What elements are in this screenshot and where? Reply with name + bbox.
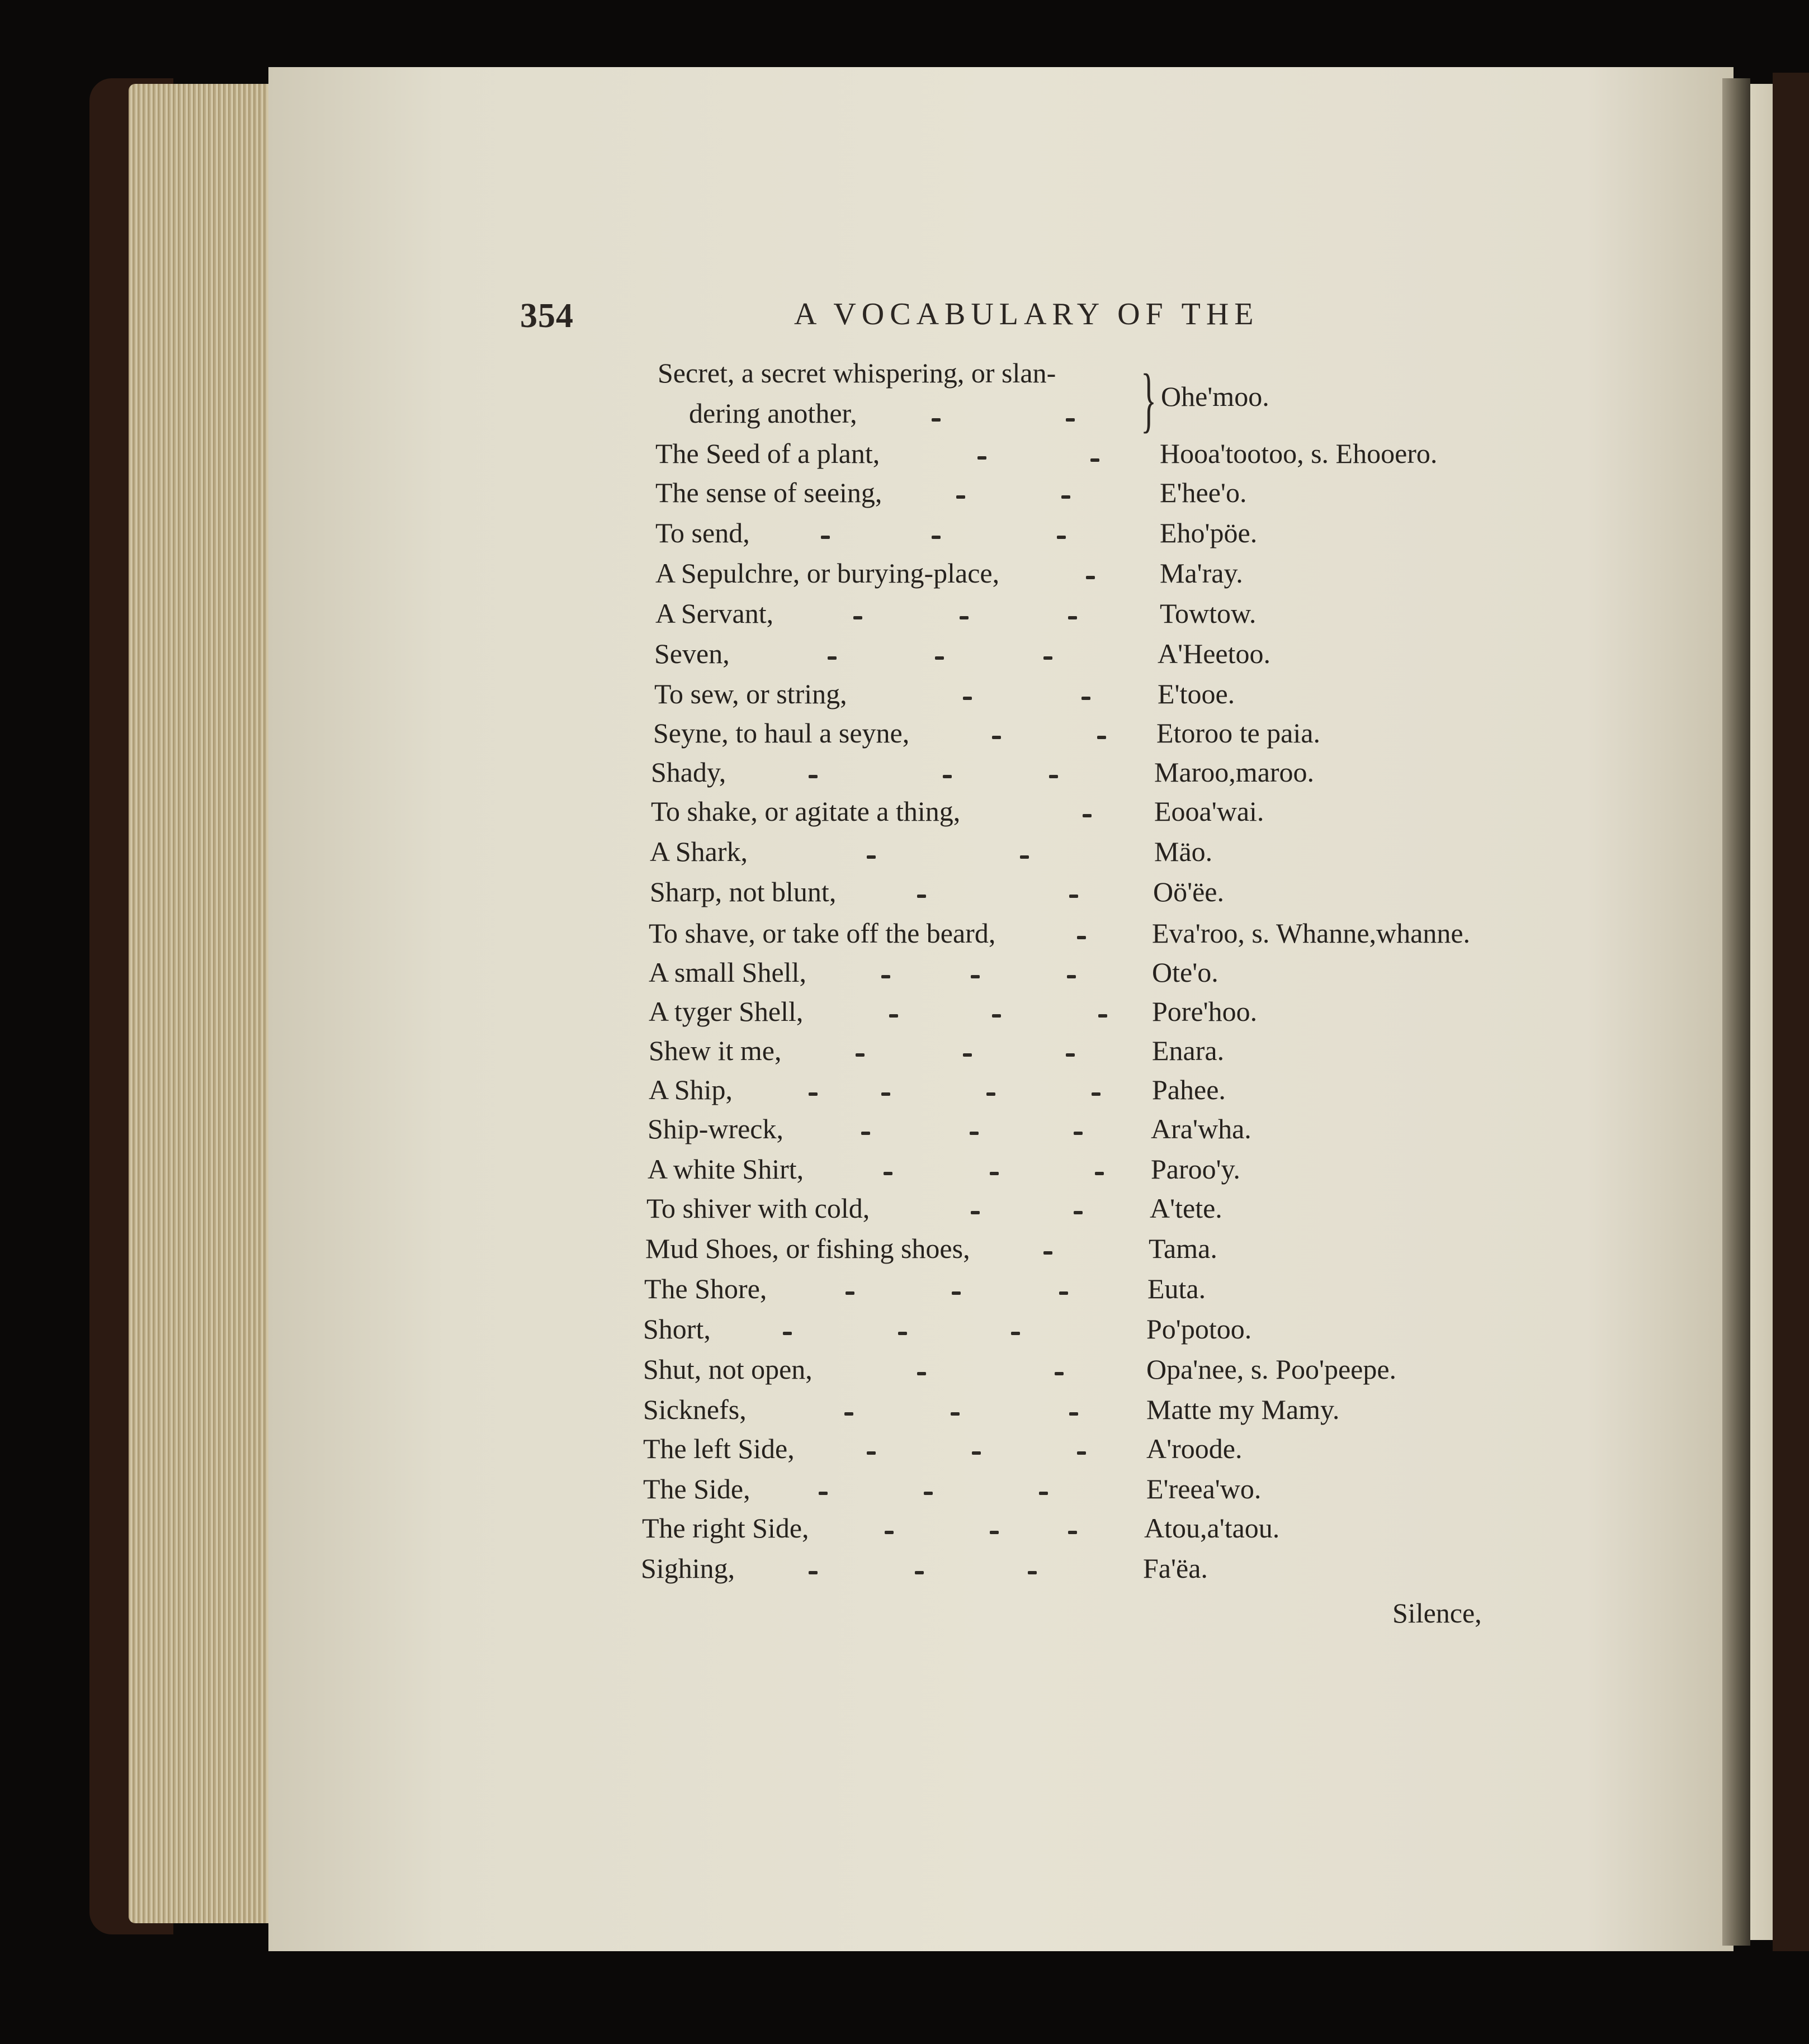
leader-dash bbox=[881, 1092, 890, 1096]
leader-dash bbox=[1043, 656, 1052, 660]
leader-dash bbox=[932, 536, 941, 539]
leader-dash bbox=[846, 1291, 854, 1295]
book-gutter bbox=[1722, 78, 1750, 1946]
leader-dash bbox=[1090, 458, 1099, 462]
leader-dash bbox=[1039, 1492, 1048, 1495]
leader-dash bbox=[1086, 576, 1095, 579]
entry-english: Sicknefs, bbox=[643, 1394, 747, 1425]
leader-dash bbox=[1077, 1451, 1086, 1455]
entry-tahitian: A'roode. bbox=[1146, 1433, 1243, 1464]
leader-dash bbox=[1049, 775, 1058, 778]
entry-english: The left Side, bbox=[643, 1433, 795, 1464]
entry-english: A Ship, bbox=[649, 1074, 733, 1105]
leader-dash bbox=[924, 1492, 933, 1495]
entry-english: Secret, a secret whispering, or slan- bbox=[658, 357, 1056, 389]
leader-dash bbox=[889, 1014, 898, 1018]
entry-tahitian: Etoroo te paia. bbox=[1156, 717, 1320, 749]
entry-tahitian: Ohe'moo. bbox=[1161, 381, 1269, 412]
leader-dash bbox=[943, 775, 952, 778]
entry-tahitian: Fa'ëa. bbox=[1143, 1553, 1208, 1584]
leader-dash bbox=[1020, 855, 1029, 859]
book-cover-right bbox=[1773, 73, 1809, 1951]
entry-english: A Servant, bbox=[655, 598, 774, 629]
leader-dash bbox=[1068, 1531, 1077, 1534]
entry-english: To sew, or string, bbox=[654, 678, 847, 709]
entry-english: To shave, or take off the beard, bbox=[649, 917, 996, 949]
leader-dash bbox=[861, 1132, 870, 1135]
leader-dash bbox=[1098, 1014, 1107, 1018]
entry-english: Sharp, not blunt, bbox=[650, 876, 837, 907]
entry-english: To shake, or agitate a thing, bbox=[651, 796, 961, 827]
entry-tahitian: Matte my Mamy. bbox=[1146, 1394, 1340, 1425]
entry-tahitian: Atou,a'taou. bbox=[1144, 1512, 1280, 1544]
leader-dash bbox=[963, 697, 972, 700]
page-number: 354 bbox=[520, 297, 574, 335]
entry-english: dering another, bbox=[689, 398, 857, 429]
leader-dash bbox=[1011, 1332, 1020, 1335]
leader-dash bbox=[952, 1291, 961, 1295]
entry-english: Short, bbox=[643, 1313, 711, 1345]
entry-tahitian: E'hee'o. bbox=[1160, 477, 1247, 508]
leader-dash bbox=[1077, 936, 1086, 939]
leader-dash bbox=[972, 1451, 981, 1455]
leader-dash bbox=[956, 495, 965, 499]
leader-dash bbox=[971, 1211, 980, 1214]
leader-dash bbox=[853, 616, 862, 619]
leader-dash bbox=[1083, 814, 1092, 817]
entry-tahitian: A'Heetoo. bbox=[1158, 638, 1271, 669]
entry-english: The Seed of a plant, bbox=[655, 438, 880, 469]
page-edges bbox=[129, 84, 274, 1923]
entry-english: A tyger Shell, bbox=[649, 996, 804, 1027]
leader-dash bbox=[1066, 1053, 1075, 1057]
entry-tahitian: Pahee. bbox=[1152, 1074, 1226, 1105]
leader-dash bbox=[1067, 975, 1076, 978]
leader-dash bbox=[971, 975, 980, 978]
leader-dash bbox=[1081, 697, 1090, 700]
entry-english: Shew it me, bbox=[649, 1035, 782, 1066]
leader-dash bbox=[1074, 1211, 1083, 1214]
leader-dash bbox=[1074, 1132, 1083, 1135]
leader-dash bbox=[917, 895, 926, 898]
entry-tahitian: Mäo. bbox=[1154, 836, 1213, 867]
entry-tahitian: E'tooe. bbox=[1158, 678, 1235, 709]
entry-tahitian: Tama. bbox=[1149, 1233, 1217, 1264]
leader-dash bbox=[1066, 418, 1075, 422]
leader-dash bbox=[1068, 616, 1077, 619]
entry-english: Seyne, to haul a seyne, bbox=[653, 717, 910, 749]
leader-dash bbox=[1055, 1372, 1064, 1375]
leader-dash bbox=[809, 1092, 818, 1096]
entry-tahitian: Eooa'wai. bbox=[1154, 796, 1264, 827]
leader-dash bbox=[986, 1092, 995, 1096]
entry-english: To shiver with cold, bbox=[646, 1193, 870, 1224]
entry-english: The Side, bbox=[643, 1473, 750, 1504]
leader-dash bbox=[1092, 1092, 1100, 1096]
running-head: A VOCABULARY OF THE bbox=[794, 297, 1259, 332]
entry-english: A Sepulchre, or burying-place, bbox=[655, 557, 1000, 589]
leader-dash bbox=[809, 775, 818, 778]
entry-tahitian: Euta. bbox=[1147, 1273, 1206, 1304]
entry-english: To send, bbox=[655, 517, 750, 548]
leader-dash bbox=[844, 1412, 853, 1416]
entry-tahitian: E'reea'wo. bbox=[1146, 1473, 1262, 1504]
leader-dash bbox=[821, 536, 830, 539]
entry-tahitian: Hooa'tootoo, s. Ehooero. bbox=[1160, 438, 1438, 469]
catchword: Silence, bbox=[1392, 1597, 1482, 1629]
leader-dash bbox=[898, 1332, 907, 1335]
entry-english: Sighing, bbox=[641, 1553, 735, 1584]
entry-english: Ship-wreck, bbox=[648, 1113, 783, 1144]
entry-tahitian: Pore'hoo. bbox=[1152, 996, 1258, 1027]
leader-dash bbox=[951, 1412, 960, 1416]
book-page bbox=[268, 67, 1734, 1951]
leader-dash bbox=[881, 975, 890, 978]
entry-tahitian: Oö'ëe. bbox=[1153, 876, 1225, 907]
entry-tahitian: A'tete. bbox=[1150, 1193, 1222, 1224]
leader-dash bbox=[970, 1132, 979, 1135]
leader-dash bbox=[992, 1014, 1001, 1018]
leader-dash bbox=[960, 616, 969, 619]
leader-dash bbox=[990, 1531, 999, 1534]
leader-dash bbox=[915, 1571, 924, 1574]
entry-english: A small Shell, bbox=[649, 957, 806, 988]
entry-english: Mud Shoes, or fishing shoes, bbox=[645, 1233, 970, 1264]
entry-english: Shady, bbox=[651, 756, 726, 788]
entry-tahitian: Opa'nee, s. Poo'peepe. bbox=[1146, 1354, 1397, 1385]
entry-english: A white Shirt, bbox=[648, 1153, 804, 1185]
leader-dash bbox=[935, 656, 944, 660]
entry-english: The sense of seeing, bbox=[655, 477, 882, 508]
leader-dash bbox=[783, 1332, 792, 1335]
leader-dash bbox=[1069, 895, 1078, 898]
leader-dash bbox=[1095, 1172, 1104, 1175]
entry-tahitian: Eho'pöe. bbox=[1160, 517, 1258, 548]
entry-english: Seven, bbox=[654, 638, 730, 669]
leader-dash bbox=[867, 1451, 876, 1455]
leader-dash bbox=[992, 736, 1001, 739]
leader-dash bbox=[819, 1492, 828, 1495]
leader-dash bbox=[977, 456, 986, 460]
entry-tahitian: Eva'roo, s. Whanne,whanne. bbox=[1152, 917, 1471, 949]
leader-dash bbox=[809, 1571, 818, 1574]
entry-tahitian: Maroo,maroo. bbox=[1154, 756, 1315, 788]
leader-dash bbox=[1097, 736, 1106, 739]
leader-dash bbox=[884, 1172, 892, 1175]
leader-dash bbox=[828, 656, 837, 660]
leader-dash bbox=[1069, 1412, 1078, 1416]
entry-english: A Shark, bbox=[650, 836, 748, 867]
leader-dash bbox=[856, 1053, 865, 1057]
entry-tahitian: Ara'wha. bbox=[1151, 1113, 1251, 1144]
leader-dash bbox=[1028, 1571, 1037, 1574]
entry-tahitian: Ma'ray. bbox=[1160, 557, 1243, 589]
leader-dash bbox=[1059, 1291, 1068, 1295]
leader-dash bbox=[1057, 536, 1066, 539]
leader-dash bbox=[885, 1531, 894, 1534]
entry-english: Shut, not open, bbox=[643, 1354, 813, 1385]
leader-dash bbox=[963, 1053, 972, 1057]
entry-tahitian: Paroo'y. bbox=[1151, 1153, 1240, 1185]
entry-english: The right Side, bbox=[642, 1512, 809, 1544]
leader-dash bbox=[1043, 1251, 1052, 1255]
leader-dash bbox=[990, 1172, 999, 1175]
entry-tahitian: Towtow. bbox=[1160, 598, 1257, 629]
entry-tahitian: Ote'o. bbox=[1152, 957, 1218, 988]
entry-english: The Shore, bbox=[644, 1273, 767, 1304]
leader-dash bbox=[1061, 495, 1070, 499]
entry-tahitian: Po'potoo. bbox=[1146, 1313, 1252, 1345]
leader-dash bbox=[867, 855, 876, 859]
leader-dash bbox=[917, 1372, 926, 1375]
brace-mark: } bbox=[1141, 359, 1157, 440]
entry-tahitian: Enara. bbox=[1152, 1035, 1225, 1066]
leader-dash bbox=[932, 418, 941, 422]
